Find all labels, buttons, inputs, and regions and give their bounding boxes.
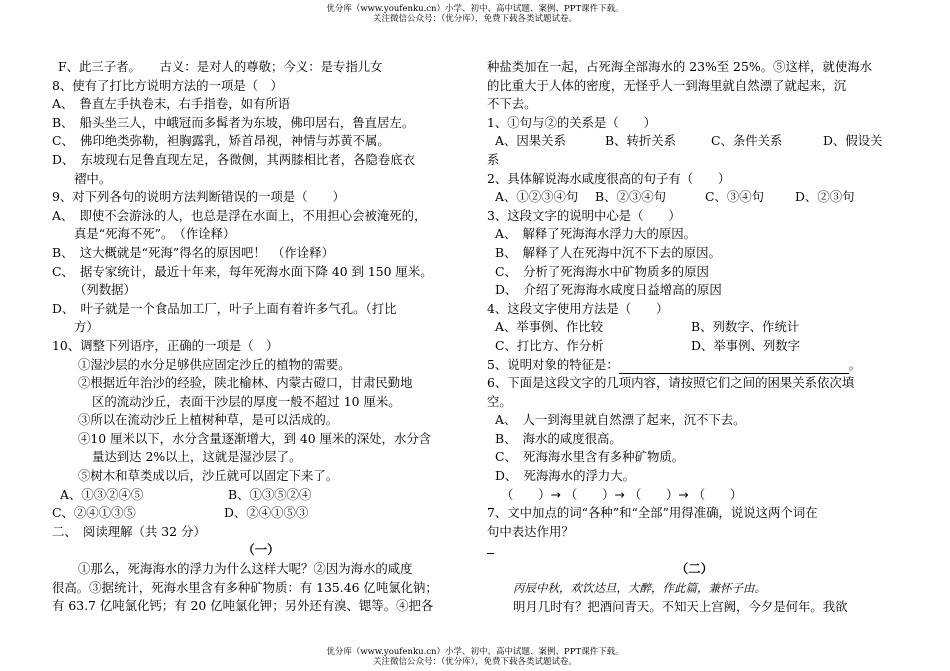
- section-2-heading: 二、 阅读理解（共 32 分）: [52, 523, 206, 539]
- rq6-blank-3[interactable]: （ ）: [628, 486, 679, 502]
- rq7-answer-mark: [487, 541, 902, 559]
- q8-stem: 8、使有了打比方说明方法的一项是（ ）: [52, 77, 283, 93]
- rq2-option-d: D、②③句: [795, 189, 855, 205]
- rq4-option-d: D、举事例、列数字: [691, 337, 801, 353]
- q8-option-d: D、 东坡现右足鲁直现左足，各微侧，其两膝相比者，各隐卷底衣: [52, 151, 416, 167]
- rq5-answer-blank[interactable]: [619, 360, 849, 374]
- right-column: [487, 58, 902, 616]
- q7-option-f: F、此三子者。 古义：是对人的尊敬；今义：是专指儿女: [58, 59, 383, 74]
- rq6-blank-2[interactable]: （ ）: [564, 486, 615, 502]
- q10-sentence-1: ①湿沙层的水分足够供应固定沙丘的植物的需要。: [78, 356, 351, 372]
- rq2-option-a: A、①②③④句: [495, 189, 579, 205]
- rq4-option-c: C、打比方、作分析: [495, 337, 604, 353]
- arrow-icon: →: [678, 486, 689, 502]
- rq3-option-d: D、 介绍了死海海水咸度日益增高的原因: [495, 282, 722, 298]
- rq2-options: [487, 188, 902, 207]
- q9-option-c: C、 据专家统计，最近十年来，每年死海水面下降 40 到 150 厘米。: [52, 263, 433, 279]
- q10-options-ab: [52, 486, 470, 505]
- passage-line-1: ①那么，死海海水的浮力为什么这样大呢？②因为海水的咸度: [78, 561, 413, 577]
- footer-line-2: 关注微信公众号：（优分库），免费下载各类试题试卷。: [372, 657, 577, 667]
- passage-line-5: 的比重大于人体的密度，无怪乎人一到海里就自然漂了就起来，沉: [487, 77, 847, 93]
- rq1-option-d: D、假设关: [823, 133, 883, 149]
- passage-line-4: 种盐类加在一起，占死海全部海水的 23%至 25%。⑤这样，就使海水: [487, 59, 873, 74]
- rq6-answer-chain: [487, 486, 902, 505]
- rq2-option-c: C、③④句: [705, 189, 765, 205]
- q10-sentence-4: ④10 厘米以下，水分含量逐渐增大，到 40 厘米的深处，水分含: [78, 430, 432, 446]
- q9-option-d: D、 叶子就是一个食品加工厂，叶子上面有着许多气孔。（打比: [52, 300, 397, 316]
- rq6-stem-cont: 空。: [487, 393, 512, 409]
- poem-preface: 丙辰中秋，欢饮达旦，大醉，作此篇，兼怀子由。: [513, 581, 766, 596]
- rq6-option-b: B、 海水的咸度很高。: [495, 430, 622, 446]
- q10-sentence-4-cont: 量达到达 2%以上，这就是湿沙层了。: [92, 449, 302, 465]
- footer-line-1: 优分库（www.youfenku.cn）小学、初中、高中试题、案例、PPT课件下载。: [326, 647, 624, 657]
- q9-option-c-cont: （列数据）: [74, 282, 136, 298]
- rq3-option-a: A、 解释了死海海水浮力大的原因。: [495, 226, 696, 242]
- rq6-blank-4[interactable]: （ ）: [692, 486, 743, 502]
- q10-stem: 10、调整下列语序，正确的一项是（ ）: [52, 337, 279, 353]
- rq5-label: 5、说明对象的特征是：: [487, 356, 619, 372]
- rq6-stem: 6、下面是这段文字的几项内容，请按照它们之间的困果关系依次填: [487, 375, 855, 391]
- arrow-icon: →: [550, 486, 561, 502]
- rq6-option-d: D、 死海海水的浮力大。: [495, 468, 636, 484]
- rq4-stem: 4、这段文字使用方法是（ ）: [487, 300, 669, 316]
- rq3-stem: 3、这段文字的说明中心是（ ）: [487, 207, 681, 223]
- rq1-option-b: B、转折关系: [605, 133, 677, 149]
- q8-option-d-cont: 褶中。: [74, 170, 112, 186]
- rq7-stem: 7、文中加点的词“各种”和“全部”用得准确，说说这两个词在: [487, 505, 818, 521]
- q9-option-d-cont: 方）: [74, 319, 99, 335]
- part-1-title: （一）: [242, 542, 280, 558]
- page-footer: [0, 647, 950, 667]
- q9-stem: 9、对下列各句的说明方法判断错误的一项是（ ）: [52, 189, 345, 205]
- q8-option-b: B、 船头坐三人，中峨冠而多髯者为东坡，佛印居右，鲁直居左。: [52, 114, 415, 130]
- rq1-options: [487, 132, 902, 151]
- rq1-stem: 1、①句与②的关系是（ ）: [487, 114, 656, 130]
- rq1-option-a: A、因果关系: [495, 133, 566, 149]
- poem-line-1: 明月几时有？把酒问青天。不知天上宫阙，今夕是何年。我欲: [513, 598, 848, 614]
- rq4-options-ab: [487, 318, 902, 337]
- rq2-stem: 2、具体解说海水咸度很高的句子有（ ）: [487, 170, 731, 186]
- rq3-option-c: C、 分析了死海海水中矿物质多的原因: [495, 263, 709, 279]
- rq4-options-cd: [487, 337, 902, 356]
- q9-option-a-cont: 真是“死海不死”。 （作诠释）: [74, 226, 236, 242]
- q8-option-c: C、 佛印绝类弥勒，袒胸露乳，矫首昂视，神情与苏黄不属。: [52, 133, 390, 149]
- passage-line-2: 很高。③据统计，死海水里含有多种矿物质：有 135.46 亿吨氯化钠；: [52, 579, 438, 595]
- q10-sentence-2-cont: 区的流动沙丘，表面干沙层的厚度一般不超过 10 厘米。: [92, 393, 401, 409]
- header-line-2: 关注微信公众号：（优分库），免费下载各类试题试卷。: [372, 14, 577, 24]
- q10-sentence-3: ③所以在流动沙丘上植树种草，是可以活成的。: [78, 412, 339, 428]
- rq7-stem-cont: 句中表达作用？: [487, 523, 574, 539]
- q8-option-a: A、 鲁直左手执卷末，右手指卷，如有所语: [52, 96, 291, 112]
- q9-option-a: A、 即使不会游泳的人，也总是浮在水面上，不用担心会被淹死的，: [52, 207, 427, 223]
- q10-sentence-2: ②根据近年治沙的经验，陕北榆林、内蒙古磴口，甘肃民勤地: [78, 375, 413, 391]
- q10-option-d: D、②④①⑤③: [224, 505, 309, 521]
- rq6-blank-1[interactable]: （ ）: [501, 486, 551, 502]
- rq2-option-b: B、②③④句: [595, 189, 667, 205]
- rq1-option-d-cont: 系: [487, 151, 500, 167]
- passage-line-3: 有 63.7 亿吨氯化钙；有 20 亿吨氯化钾；另外还有溴、锶等。④把各: [52, 598, 434, 614]
- q10-option-b: B、①③⑤②④: [228, 486, 312, 502]
- rq6-option-c: C、 死海海水里含有多种矿物质。: [495, 449, 685, 465]
- rq4-option-b: B、列数字、作统计: [691, 319, 800, 335]
- page-header: [0, 4, 950, 24]
- header-line-1: 优分库（www.youfenku.cn）小学、初中、高中试题、案例、PPT课件下载。: [326, 4, 624, 14]
- left-column: [52, 58, 470, 616]
- passage-line-6: 不下去。: [487, 96, 537, 112]
- q10-options-cd: [52, 504, 470, 523]
- q10-sentence-5: ⑤树木和草类成以后，沙丘就可以固定下来了。: [78, 468, 339, 484]
- rq3-option-b: B、 解释了人在死海中沉不下去的原因。: [495, 244, 721, 260]
- arrow-icon: →: [614, 486, 625, 502]
- part-2-title: （二）: [675, 561, 714, 577]
- q9-option-b: B、 这大概就是“死海”得名的原因吧！ （作诠释）: [52, 244, 334, 260]
- q10-option-c: C、②④①③⑤: [52, 505, 136, 521]
- q10-option-a: A、①③②④⑤: [60, 486, 144, 502]
- rq5-stem: 5、说明对象的特征是： 。: [487, 356, 902, 375]
- rq6-option-a: A、 人一到海里就自然漂了起来，沉不下去。: [495, 412, 746, 428]
- rq4-option-a: A、举事例、作比较: [495, 319, 604, 335]
- rq1-option-c: C、条件关系: [711, 133, 783, 149]
